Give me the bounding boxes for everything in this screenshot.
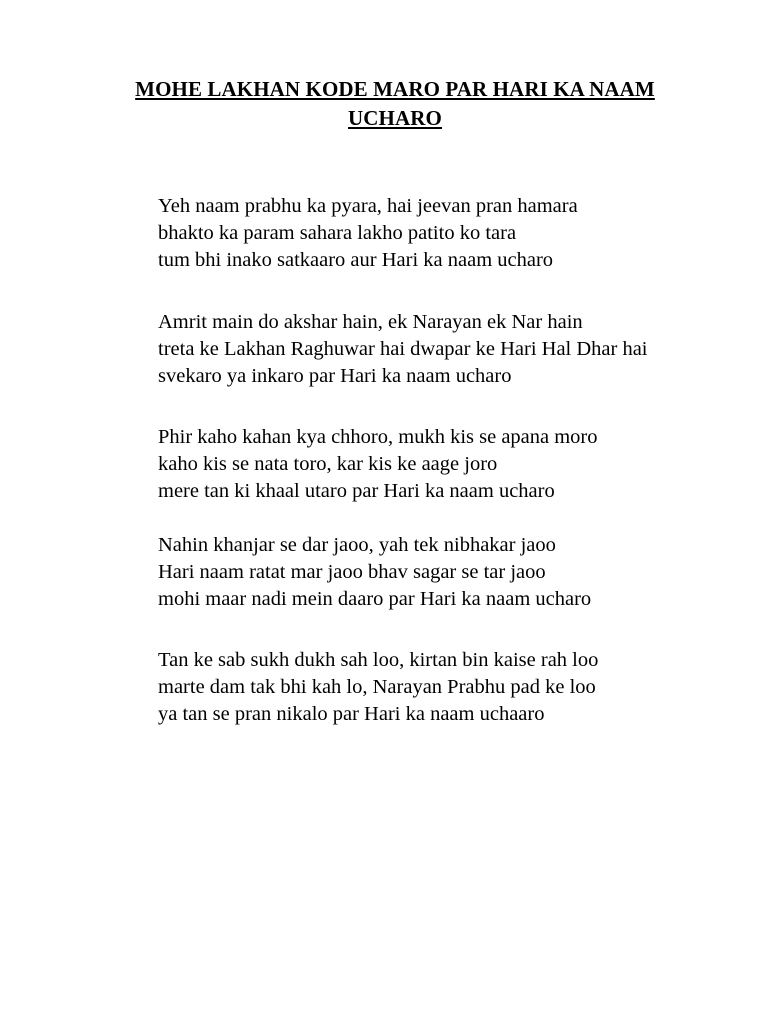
title-line-1: MOHE LAKHAN KODE MARO PAR HARI KA NAAM <box>135 77 655 101</box>
verse-1 <box>158 193 758 274</box>
verse-4 <box>158 532 758 613</box>
verse-line: kaho kis se nata toro, kar kis ke aage joro <box>158 453 498 475</box>
verse-2 <box>158 309 758 390</box>
verse-line: mere tan ki khaal utaro par Hari ka naam ucharo <box>158 480 555 502</box>
verse-line: tum bhi inako satkaaro aur Hari ka naam ucharo <box>158 249 554 271</box>
verse-line: Nahin khanjar se dar jaoo, yah tek nibhakar jaoo <box>158 534 556 556</box>
verse-line: Hari naam ratat mar jaoo bhav sagar se tar jaoo <box>158 561 546 583</box>
verse-line: ya tan se pran nikalo par Hari ka naam uchaaro <box>158 703 545 725</box>
verse-line: Yeh naam prabhu ka pyara, hai jeevan pran hamara <box>158 195 578 217</box>
verse-line: svekaro ya inkaro par Hari ka naam ucharo <box>158 365 512 387</box>
verse-5 <box>158 647 758 728</box>
verse-line: mohi maar nadi mein daaro par Hari ka naam ucharo <box>158 588 592 610</box>
verse-line: treta ke Lakhan Raghuwar hai dwapar ke Hari Hal Dhar hai <box>158 338 648 360</box>
verse-line: Amrit main do akshar hain, ek Narayan ek Nar hain <box>158 311 583 333</box>
verse-line: Phir kaho kahan kya chhoro, mukh kis se apana moro <box>158 426 598 448</box>
verse-3 <box>158 424 758 505</box>
verse-line: marte dam tak bhi kah lo, Narayan Prabhu pad ke loo <box>158 676 596 698</box>
title-line-2: UCHARO <box>348 106 442 130</box>
verse-line: bhakto ka param sahara lakho patito ko tara <box>158 222 517 244</box>
verse-line: Tan ke sab sukh dukh sah loo, kirtan bin kaise rah loo <box>158 649 599 671</box>
document-title <box>100 75 690 133</box>
